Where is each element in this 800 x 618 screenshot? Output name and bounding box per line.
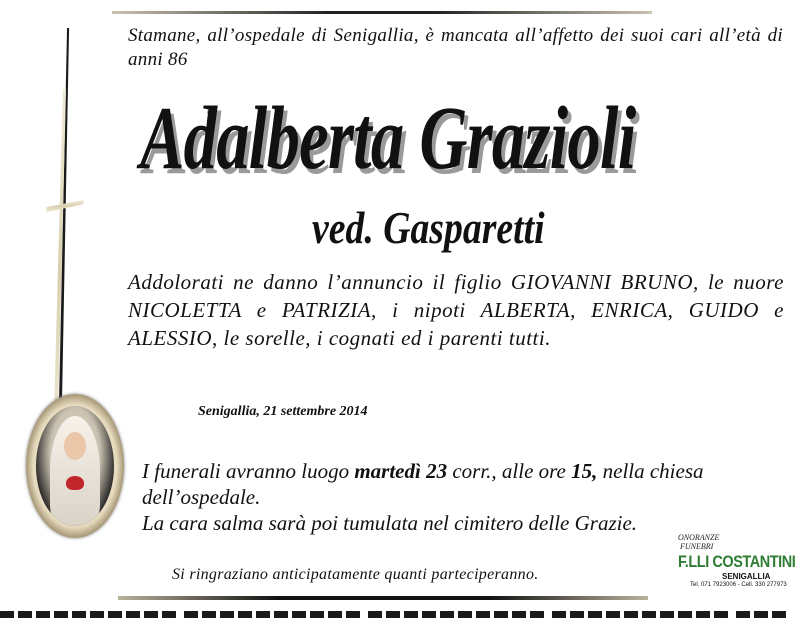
funeral-day: martedì 23 — [354, 459, 448, 483]
funeral-home-logo: ONORANZE FUNEBRI F.LLI COSTANTINI SENIGALLIA Tel. 071 7923006 - Cell. 330 277973 — [678, 533, 796, 588]
thanks-text: Si ringraziano anticipatamente quanti parteciperanno. — [172, 566, 539, 583]
logo-brand: F.LLI COSTANTINI — [678, 552, 796, 571]
funeral-info — [142, 458, 782, 536]
burial-line: La cara salma sarà poi tumulata nel cimitero delle Grazie. — [142, 511, 638, 535]
intro-text: Stamane, all’ospedale di Senigallia, è mancata all’affetto dei suoi cari all’età di anni 86 — [128, 25, 783, 70]
deceased-name: Adalberta Grazioli — [140, 89, 636, 188]
funeral-line: I funerali avranno luogo martedì 23 corr., alle ore 15, nella chiesa dell’ospedale. — [142, 459, 704, 509]
place-date: Senigallia, 21 settembre 2014 — [198, 404, 368, 419]
cross-icon — [0, 28, 130, 458]
top-rule — [112, 11, 652, 14]
madonna-portrait — [26, 394, 124, 538]
widow-of: ved. Gasparetti — [312, 202, 545, 253]
announcement-text: Addolorati ne danno l’annuncio il figlio GIOVANNI BRUNO, le nuore NICOLETTA e PATRIZIA, i nipoti ALBERTA, ENRICA, GUIDO e ALESSIO, le sorelle, i cognati ed i parenti tutti. — [128, 270, 784, 350]
bottom-rule — [118, 596, 648, 600]
bottom-dashed-rule — [0, 608, 800, 618]
funeral-hour: 15, — [571, 459, 598, 483]
